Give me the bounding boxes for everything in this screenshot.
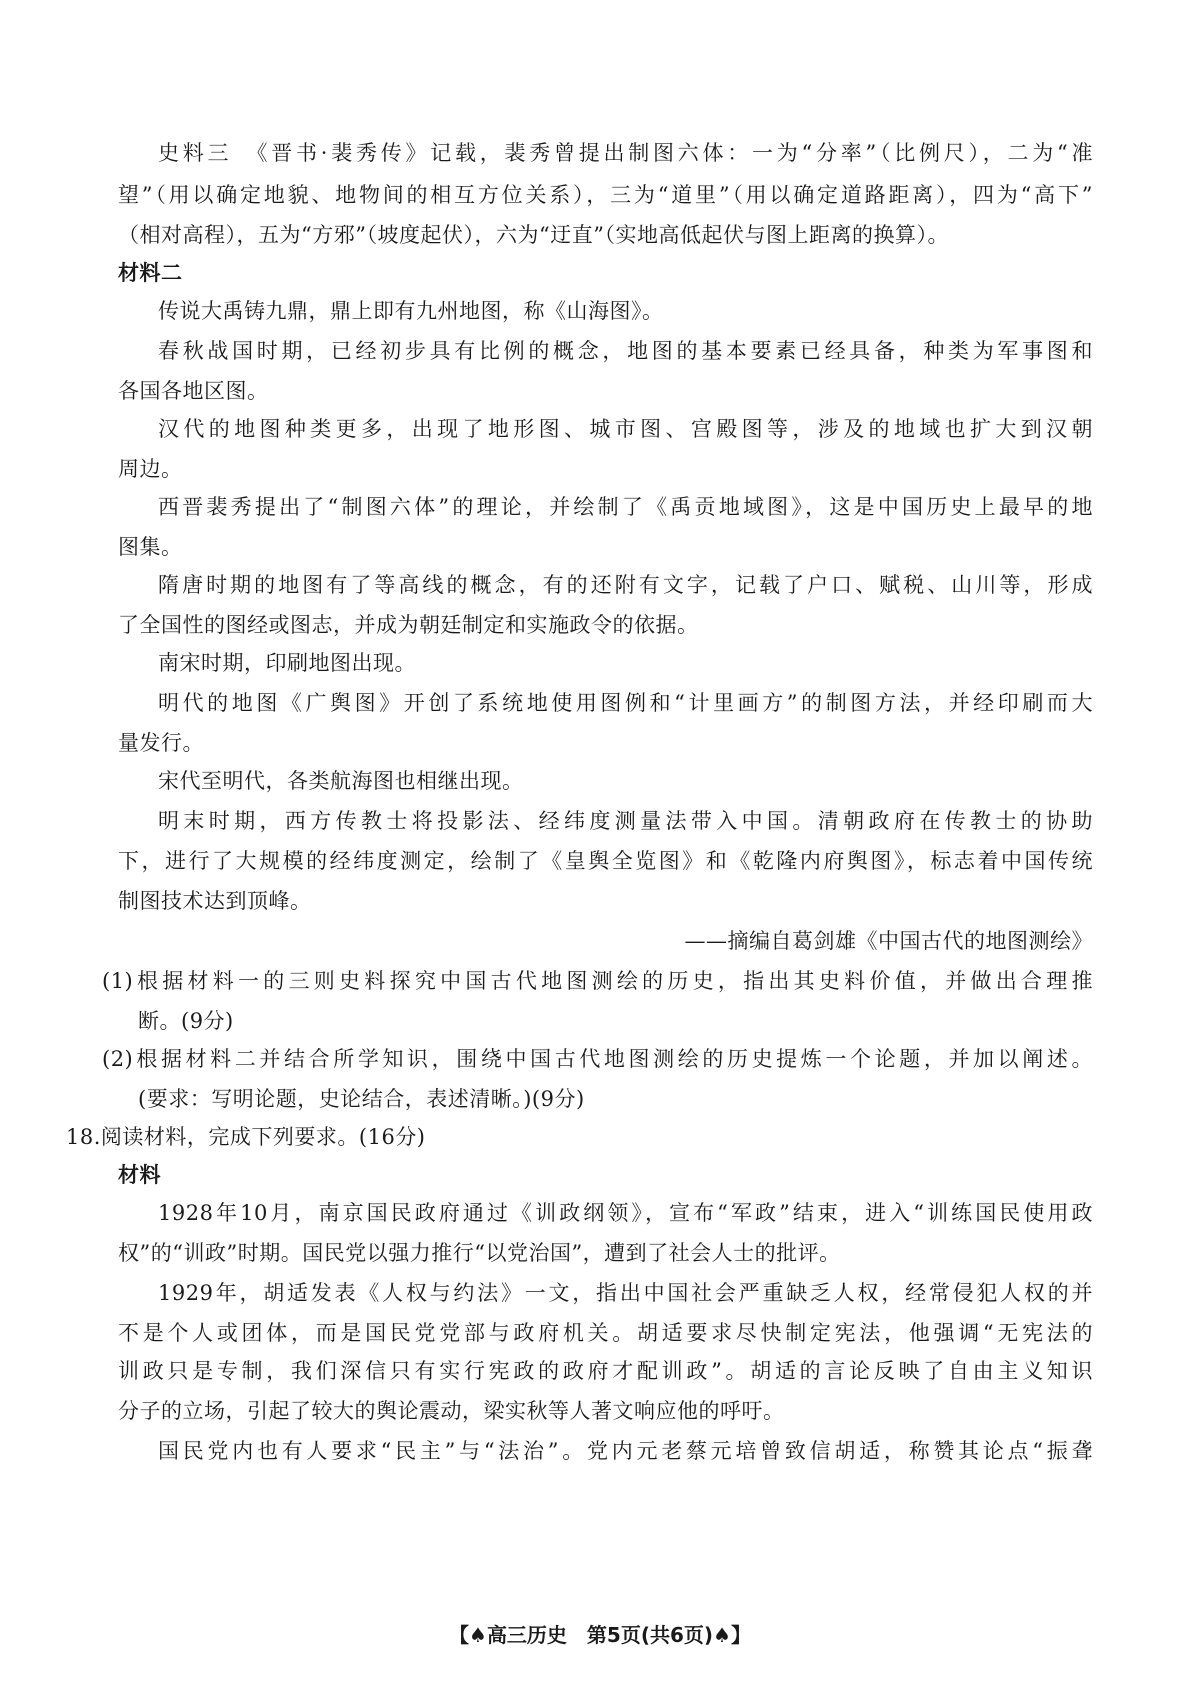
material2-p4-line1: 西晋裴秀提出了“制图六体”的理论，并绘制了《禹贡地域图》，这是中国历史上最早的地 — [158, 495, 1093, 519]
material2-p7-line1: 明代的地图《广舆图》开创了系统地使用图例和“计里画方”的制图方法，并经印刷而大 — [158, 691, 1093, 715]
question-18-p2-line2: 不是个人或团体，而是国民党党部与政府机关。胡适要求尽快制定宪法，他强调“无宪法的 — [118, 1321, 1093, 1345]
question-18-title: 18.阅读材料，完成下列要求。(16分) — [66, 1125, 426, 1149]
material2-p2-line2: 各国各地区图。 — [118, 379, 269, 403]
material2-p6: 南宋时期，印刷地图出现。 — [158, 651, 416, 675]
spade-icon-right: ♠ — [713, 1623, 731, 1647]
material2-p5-line2: 了全国性的图经或图志，并成为朝廷制定和实施政令的依据。 — [118, 613, 699, 637]
material2-p3-line2: 周边。 — [118, 457, 183, 481]
spade-icon-left: ♠ — [469, 1623, 487, 1647]
material2-source: ——摘编自葛剑雄《中国古代的地图测绘》 — [684, 929, 1093, 953]
shiliao3-line2: 望”（用以确定地貌、地物间的相互方位关系），三为“道里”（用以确定道路距离），四为“高下” — [118, 183, 1093, 207]
page-footer — [0, 1620, 1200, 1650]
footer-page-label: 高三历史 第5页(共6页) — [486, 1623, 714, 1647]
material2-p9-line1: 明末时期，西方传教士将投影法、经纬度测量法带入中国。清朝政府在传教士的协助 — [158, 809, 1093, 833]
question-2-line2: (要求：写明论题，史论结合，表述清晰。)(9分) — [138, 1087, 585, 1111]
question-18-p3-line1: 国民党内也有人要求“民主”与“法治”。党内元老蔡元培曾致信胡适，称赞其论点“振聋 — [158, 1439, 1093, 1463]
shiliao3-line1: 史料三 《晋书·裴秀传》记载，裴秀曾提出制图六体：一为“分率”（比例尺），二为“准 — [158, 141, 1093, 165]
shiliao3-line3: （相对高程），五为“方邪”（坡度起伏），六为“迂直”（实地高低起伏与图上距离的换算）。 — [118, 223, 949, 247]
material2-p9-line3: 制图技术达到顶峰。 — [118, 889, 312, 913]
question-18-p2-line4: 分子的立场，引起了较大的舆论震动，梁实秋等人著文响应他的呼吁。 — [118, 1399, 785, 1423]
question-18-p2-line1: 1929年，胡适发表《人权与约法》一文，指出中国社会严重缺乏人权，经常侵犯人权的并 — [158, 1281, 1093, 1305]
material2-p9-line2: 下，进行了大规模的经纬度测定，绘制了《皇舆全览图》和《乾隆内府舆图》，标志着中国传统 — [118, 849, 1093, 873]
question-18-p1-line1: 1928年10月，南京国民政府通过《训政纲领》，宣布“军政”结束，进入“训练国民使用政 — [158, 1201, 1093, 1225]
question-18-p1-line2: 权”的“训政”时期。国民党以强力推行“以党治国”，遭到了社会人士的批评。 — [118, 1241, 841, 1265]
material2-p5-line1: 隋唐时期的地图有了等高线的概念，有的还附有文字，记载了户口、赋税、山川等，形成 — [158, 573, 1093, 597]
material2-heading: 材料二 — [118, 261, 183, 285]
footer-bracket-close: 】 — [731, 1623, 751, 1647]
question-18-p2-line3: 训政只是专制，我们深信只有实行宪政的政府才配训政”。胡适的言论反映了自由主义知识 — [118, 1359, 1093, 1383]
material2-p2-line1: 春秋战国时期，已经初步具有比例的概念，地图的基本要素已经具备，种类为军事图和 — [158, 339, 1093, 363]
material2-p3-line1: 汉代的地图种类更多，出现了地形图、城市图、宫殿图等，涉及的地域也扩大到汉朝 — [158, 417, 1093, 441]
material2-p4-line2: 图集。 — [118, 535, 183, 559]
question-1-line2: 断。(9分) — [138, 1009, 234, 1033]
material2-p1: 传说大禹铸九鼎，鼎上即有九州地图，称《山海图》。 — [158, 299, 664, 323]
material2-p8: 宋代至明代，各类航海图也相继出现。 — [158, 769, 524, 793]
question-18-heading: 材料 — [118, 1163, 161, 1187]
question-1-line1: (1)根据材料一的三则史料探究中国古代地图测绘的历史，指出其史料价值，并做出合理推 — [102, 969, 1093, 993]
material2-p7-line2: 量发行。 — [118, 731, 204, 755]
question-2-line1: (2)根据材料二并结合所学知识，围绕中国古代地图测绘的历史提炼一个论题，并加以阐述。 — [102, 1047, 1093, 1071]
footer-bracket-open: 【 — [449, 1623, 469, 1647]
